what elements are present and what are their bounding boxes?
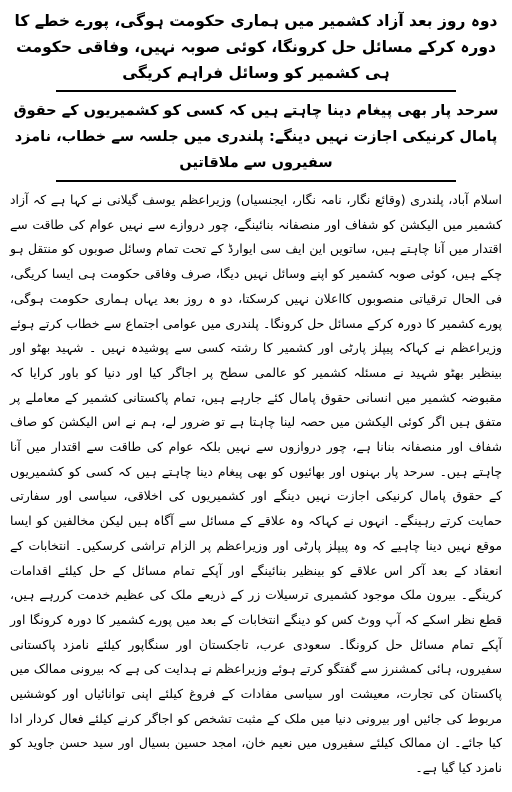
headline-divider	[56, 90, 456, 92]
subheadline: سرحد پار بھی پیغام دینا چاہتے ہیں کہ کسی کو کشمیریوں کے حقوق پامال کرنیکی اجازت نہیں دینگے: پلندری میں جلسہ سے خطاب، نامزد سفیروں سے ملاقاتیں	[13, 103, 499, 171]
subheadline-divider	[56, 180, 456, 182]
headline: دوہ روز بعد آزاد کشمیر میں ہماری حکومت ہوگی، پورے خطے کا دورہ کرکے مسائل حل کرونگا، کوئی صوبہ نہیں، وفاقی حکومت ہی کشمیر کو وسائل فراہم کریگی	[14, 12, 498, 82]
article-body: اسلام آباد، پلندری (وقائع نگار، نامہ نگار، ایجنسیاں) وزیراعظم یوسف گیلانی نے کہا ہے کہ آزاد کشمیر میں الیکشن کو شفاف اور منصفانہ بنائینگے، چور دروازے سے نہیں عوام کی طاقت سے اقتدار میں آنا چاہتے ہیں، ساتویں این ایف سی ایوارڈ کے تحت تمام وسائل صوبوں کو منتقل ہو چکے ہیں، کوئی صوبہ کشمیر کو اپنے وسائل نہیں دیگا، صرف وفاقی حکومت ہی ایسا کریگی، فی الحال ترقیاتی منصوبوں کااعلان نہیں کرسکتا، دو ہ روز بعد یہاں ہماری حکومت ہوگی، پورے کشمیر کا دورہ کرکے مسائل حل کرونگا۔ پلندری میں عوامی اجتماع سے خطاب کرتے ہوئے وزیراعظم نے کہاکہ پیپلز پارٹی اور کشمیر کا رشتہ کسی سے پوشیدہ نہیں ۔ شہید بھٹو اور بینظیر بھٹو شہید نے مسئلہ کشمیر کو عالمی سطح پر اجاگر کیا اور دنیا کو باور کرایا کہ مقبوضہ کشمیر میں انسانی حقوق پامال کئے جارہے ہیں، تمام پاکستانی کشمیر کے معاملے پر متفق ہیں اگر کوئی الیکشن میں حصہ لینا چاہتا ہے تو ضرور لے، ہم نے اس الیکشن کو صاف شفاف اور منصفانہ بنانا ہے، چور دروازوں سے نہیں بلکہ عوام کی طاقت سے اقتدار میں آنا چاہتے ہیں۔ سرحد پار بہنوں اور بھائیوں کو بھی پیغام دینا چاہتے ہیں کہ کسی کو کشمیریوں کے حقوق پامال کرنیکی اجازت نہیں دینگے اور کشمیریوں کی اخلاقی، سیاسی اور سفارتی حمایت کرتے رہینگے۔ انہوں نے کہاکہ وہ علاقے کے مسائل سے آگاہ ہیں لیکن مخالفین کو ایسا موقع نہیں دینا چاہیے کہ وہ پیپلز پارٹی اور وزیراعظم پر الزام تراشی کرسکیں۔ انتخابات کے انعقاد کے بعد آکر اس علاقے کو بینظیر بنائینگے اور آپکے تمام مسائل کے حل کیلئے اقدامات کرینگے۔ بیرون ملک موجود کشمیری ترسیلات زر کے ذریعے ملک کی عظیم خدمت کررہے ہیں، قطع نظر اسکے کہ آپ ووٹ کس کو دینگے انتخابات کے بعد میں پورے کشمیر کا دورہ کرونگا اور آپکے تمام مسائل حل کرونگا۔ سعودی عرب، تاجکستان اور سنگاپور کیلئے نامزد پاکستانی سفیروں، ہائی کمشنرز سے گفتگو کرتے ہوئے وزیراعظم نے ہدایت کی ہے کہ بیرونی ممالک میں پاکستان کی تجارت، معیشت اور سیاسی مفادات کے فروغ کیلئے اپنی توانائیاں اور کوششیں مربوط کی جائیں اور بیرونی دنیا میں ملک کے مثبت تشخص کو اجاگر کرنے کیلئے فعال کردار ادا کیا جائے۔ ان ممالک کیلئے سفیروں میں نعیم خان، امجد حسین بسیال اور سید حسن جاوید کو نامزد کیا گیا ہے۔	[10, 192, 502, 776]
